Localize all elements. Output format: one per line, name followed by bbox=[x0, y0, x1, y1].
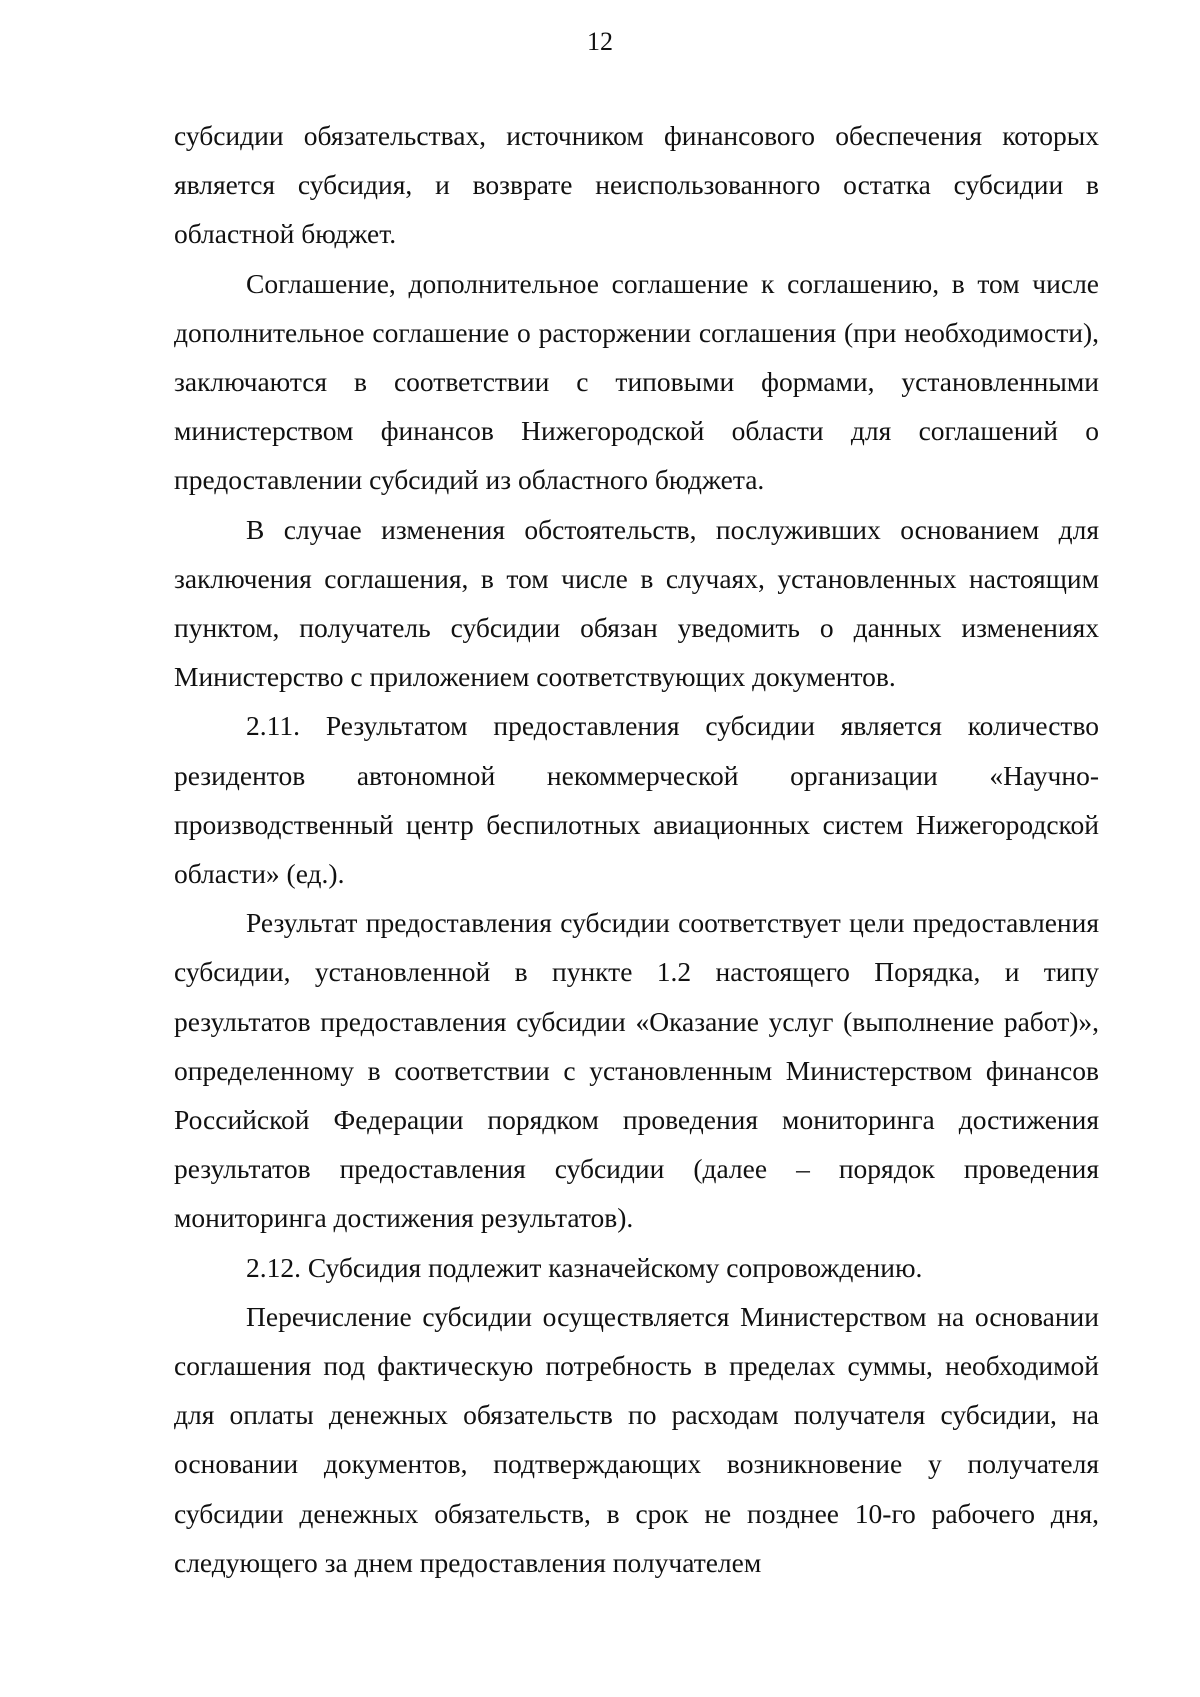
page-number: 12 bbox=[587, 27, 613, 56]
paragraph-2-11-result: 2.11. Результатом предоставления субсидии является количество резидентов автономной некоммерческой организации «Научно-производственный центр беспилотных авиационных систем Нижегородской области» (ед.). bbox=[174, 710, 1099, 890]
paragraph-continuation: субсидии обязательствах, источником финансового обеспечения которых является субсидия, и возврате неиспользованного остатка субсидии в областной бюджет. bbox=[174, 120, 1099, 250]
paragraph-transfer: Перечисление субсидии осуществляется Министерством на основании соглашения под фактическую потребность в пределах суммы, необходимой для оплаты денежных обязательств по расходам получателя субсидии, на основании документов, подтверждающих возникновение у получателя субсидии денежных обязательств, в срок не позднее 10-го рабочего дня, следующего за днем предоставления получателем bbox=[174, 1300, 1099, 1578]
document-body bbox=[174, 111, 1099, 1587]
paragraph-agreement-forms: Соглашение, дополнительное соглашение к соглашению, в том числе дополнительное соглашение о расторжении соглашения (при необходимости), заключаются в соответствии с типовыми формами, установленными министерством финансов Нижегородской области для соглашений о предоставлении субсидий из областного бюджета. bbox=[174, 267, 1099, 496]
paragraph-circumstance-change: В случае изменения обстоятельств, послуживших основанием для заключения соглашения, в том числе в случаях, установленных настоящим пунктом, получатель субсидии обязан уведомить о данных изменениях Министерство с приложением соответствующих документов. bbox=[174, 513, 1099, 693]
paragraph-2-12-treasury: 2.12. Субсидия подлежит казначейскому сопровождению. bbox=[246, 1251, 923, 1283]
paragraph-result-correspondence: Результат предоставления субсидии соответствует цели предоставления субсидии, установленной в пункте 1.2 настоящего Порядка, и типу результатов предоставления субсидии «Оказание услуг (выполнение работ)», определенному в соответствии с установленным Министерством финансов Российской Федерации порядком проведения мониторинга достижения результатов предоставления субсидии (далее – порядок проведения мониторинга достижения результатов). bbox=[174, 907, 1099, 1234]
